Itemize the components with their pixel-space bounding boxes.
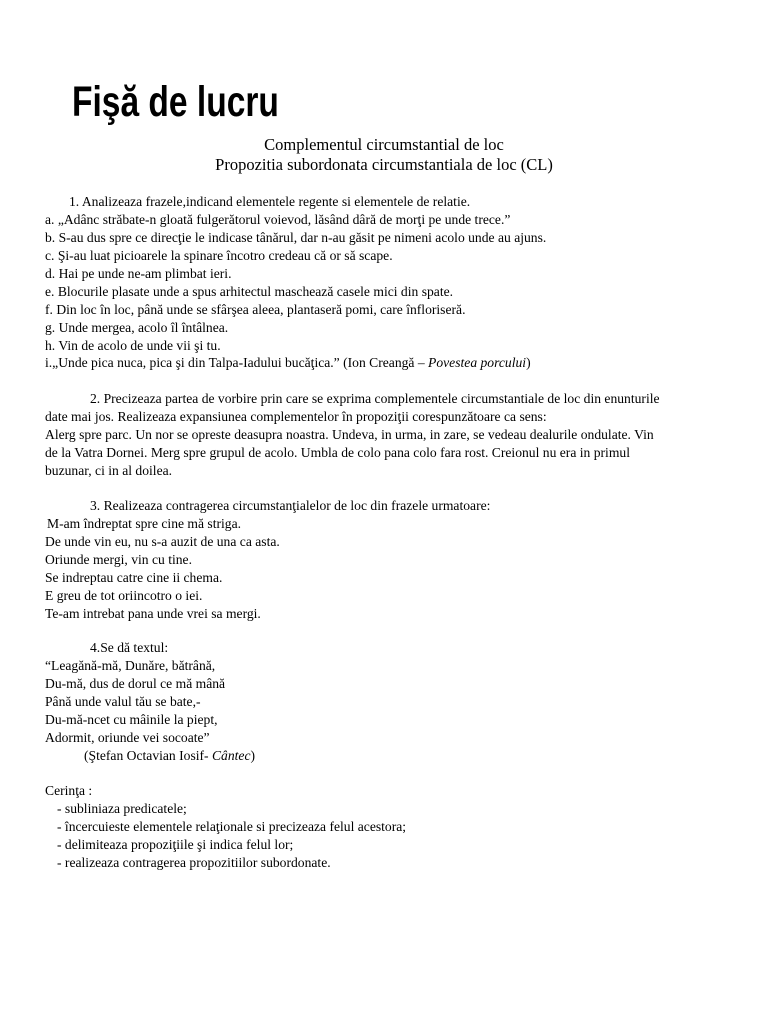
ex1-item: f. Din loc în loc, până unde se sfârşea aleea, plantaseră pomi, care înfloriseră. bbox=[45, 302, 466, 317]
ex3-item: Se indreptau catre cine ii chema. bbox=[45, 570, 223, 585]
ex3-item: Te-am intrebat pana unde vrei sa mergi. bbox=[45, 606, 261, 621]
ex2-line: date mai jos. Realizeaza expansiunea complementelor în propoziţii corespunzătoare ca sens: bbox=[45, 409, 547, 424]
poem-attribution-end: ) bbox=[250, 748, 256, 763]
ex2-line: buzunar, ci in al doilea. bbox=[45, 463, 173, 478]
page-title: Fişă de lucru bbox=[72, 78, 279, 126]
poem-line: Du-mă-ncet cu mâinile la piept, bbox=[45, 712, 218, 727]
ex3-heading: 3. Realizeaza contragerea circumstanţialelor de loc din frazele urmatoare: bbox=[90, 498, 491, 513]
ex1-last-end: ) bbox=[526, 355, 531, 370]
requirements-label: Cerinţa : bbox=[45, 783, 93, 798]
poem-line: Până unde valul tău se bate,- bbox=[45, 694, 201, 709]
poem-line: “Leagănă-mă, Dunăre, bătrână, bbox=[45, 658, 216, 673]
ex1-last-text: i.„Unde pica nuca, pica şi din Talpa-Iadului bucăţica.” (Ion Creangă – bbox=[45, 355, 429, 370]
ex3-item: E greu de tot oriincotro o iei. bbox=[45, 588, 203, 603]
poem-author: (Ştefan Octavian Iosif- bbox=[84, 748, 212, 763]
poem-line: Adormit, oriunde vei socoate” bbox=[45, 730, 210, 745]
ex3-item: M-am îndreptat spre cine mă striga. bbox=[47, 516, 242, 531]
ex3-item: Oriunde mergi, vin cu tine. bbox=[45, 552, 192, 567]
poem-attribution bbox=[84, 747, 255, 765]
requirement-item: - subliniaza predicatele; bbox=[57, 801, 187, 816]
ex1-item: b. S-au dus spre ce direcţie le indicase tânărul, dar n-au găsit pe nimeni acolo unde au ajuns. bbox=[45, 230, 547, 245]
ex2-line: de la Vatra Dornei. Merg spre grupul de acolo. Umbla de colo pana colo fara rost. Creionul nu era in primul bbox=[45, 445, 630, 460]
subtitle-topic: Complementul circumstantial de loc bbox=[264, 135, 504, 154]
requirement-item: - realizeaza contragerea propozitiilor subordonate. bbox=[57, 855, 331, 870]
ex1-item-last bbox=[45, 354, 531, 372]
requirement-item: - încercuieste elementele relaţionale si precizeaza felul acestora; bbox=[57, 819, 407, 834]
subtitle-clause: Propozitia subordonata circumstantiala de loc (CL) bbox=[215, 155, 553, 174]
poem-title: Cântec bbox=[211, 748, 251, 763]
ex1-item: d. Hai pe unde ne-am plimbat ieri. bbox=[45, 266, 232, 281]
ex1-heading: 1. Analizeaza frazele,indicand elementele regente si elementele de relatie. bbox=[69, 194, 471, 209]
ex2-line: Alerg spre parc. Un nor se opreste deasupra noastra. Undeva, in urma, in zare, se vedeau dealurile ondulate. Vin bbox=[45, 427, 654, 442]
ex1-item: e. Blocurile plasate unde a spus arhitectul maschează casele mici din spate. bbox=[45, 284, 454, 299]
ex1-item: h. Vin de acolo de unde vii şi tu. bbox=[45, 338, 221, 353]
requirement-item: - delimiteaza propoziţiile şi indica felul lor; bbox=[57, 837, 294, 852]
ex3-item: De unde vin eu, nu s-a auzit de una ca asta. bbox=[45, 534, 280, 549]
ex4-heading: 4.Se dă textul: bbox=[90, 640, 169, 655]
ex2-line: 2. Precizeaza partea de vorbire prin care se exprima complementele circumstantiale de loc din enunturile bbox=[90, 391, 660, 406]
ex1-item: a. „Adânc străbate-n gloată fulgerătorul voievod, lăsând dâră de morţi pe unde trece.” bbox=[45, 212, 511, 227]
ex1-item: c. Şi-au luat picioarele la spinare încotro credeau că or să scape. bbox=[45, 248, 393, 263]
ex1-last-work-title: Povestea porcului bbox=[428, 355, 527, 370]
ex1-item: g. Unde mergea, acolo îl întâlnea. bbox=[45, 320, 229, 335]
poem-line: Du-mă, dus de dorul ce mă mână bbox=[45, 676, 226, 691]
